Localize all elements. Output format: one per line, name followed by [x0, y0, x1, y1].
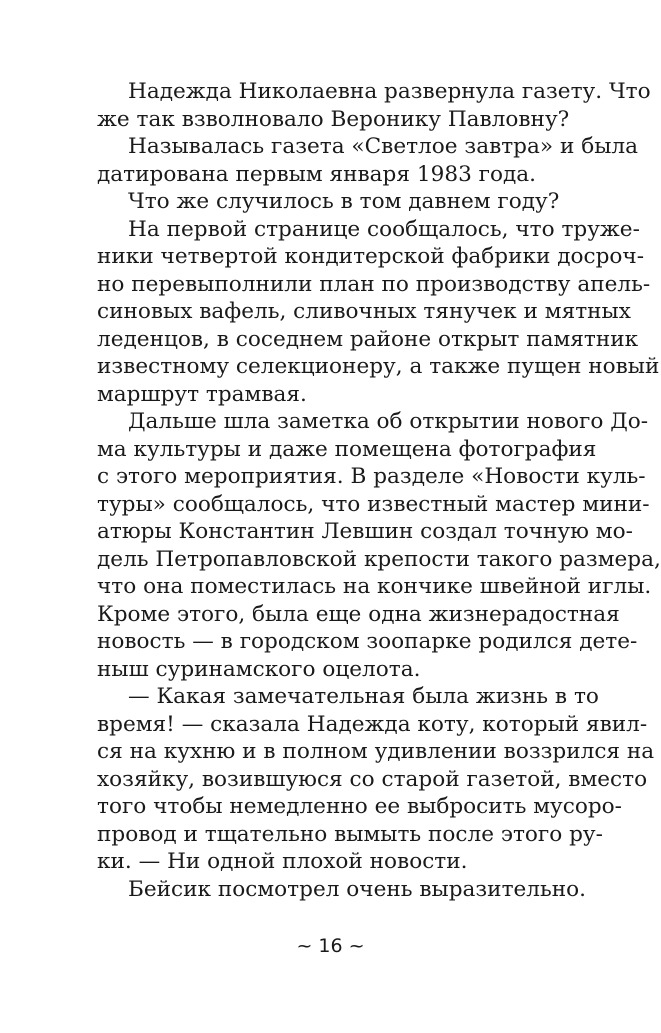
text-line: маршрут трамвая.: [97, 381, 307, 407]
text-line: Дальше шла заметка об открытии нового До-: [128, 409, 649, 434]
paragraph-4: [97, 216, 660, 409]
text-line: того чтобы немедленно ее выбросить мусоро-: [97, 794, 622, 819]
text-line: с этого мероприятия. В разделе «Новости куль-: [97, 464, 646, 489]
text-line: — Какая замечательная была жизнь в то: [128, 684, 599, 709]
page-text-block: [97, 78, 661, 903]
text-line: ма культуры и даже помещена фотография: [97, 436, 597, 462]
text-line: Надежда Николаевна развернула газету. Что: [128, 79, 651, 104]
text-line: провод и тщательно вымыть после этого ру-: [97, 821, 603, 847]
text-line: Кроме этого, была еще одна жизнерадостная: [97, 601, 620, 627]
paragraph-6: [97, 683, 655, 876]
text-line: ки. — Ни одной плохой новости.: [97, 849, 468, 874]
paragraph-2: [97, 133, 638, 188]
text-line: ныш суринамского оцелота.: [97, 656, 421, 682]
paragraph-1: [97, 78, 651, 133]
text-line: датирована первым января 1983 года.: [97, 161, 537, 187]
text-line: но перевыполнили план по производству апель-: [97, 271, 651, 297]
paragraph-7: [97, 876, 587, 904]
text-line: синовых вафель, сливочных тянучек и мятных: [97, 299, 631, 324]
text-line: время! — сказала Надежда коту, который явил-: [97, 711, 648, 737]
text-line: ники четвертой кондитерской фабрики досроч-: [97, 244, 645, 269]
page-number: ~ 16 ~: [296, 935, 365, 957]
paragraph-3: [97, 188, 581, 216]
text-line: Что же случилось в том давнем году?: [128, 189, 560, 214]
text-line: же так взволновало Веронику Павловну?: [97, 106, 570, 132]
text-line: дель Петропавловской крепости такого размера,: [97, 546, 661, 572]
text-line: что она поместилась на кончике швейной иглы.: [97, 574, 652, 599]
text-line: ся на кухню и в полном удивлении воззрился на: [97, 739, 655, 764]
paragraph-5: [97, 408, 661, 683]
text-line: леденцов, в соседнем районе открыт памятник: [97, 326, 639, 352]
text-line: туры» сообщалось, что известный мастер мини-: [97, 491, 650, 517]
text-line: На первой странице сообщалось, что труже-: [128, 216, 640, 242]
text-line: новость — в городском зоопарке родился дете-: [97, 629, 638, 654]
text-line: хозяйку, возившуюся со старой газетой, вместо: [97, 766, 648, 792]
text-line: Называлась газета «Светлое завтра» и была: [128, 134, 638, 159]
text-line: атюры Константин Левшин создал точную мо-: [97, 519, 633, 544]
text-line: известному селекционеру, а также пущен новый: [97, 354, 660, 379]
text-line: Бейсик посмотрел очень выразительно.: [128, 876, 587, 902]
